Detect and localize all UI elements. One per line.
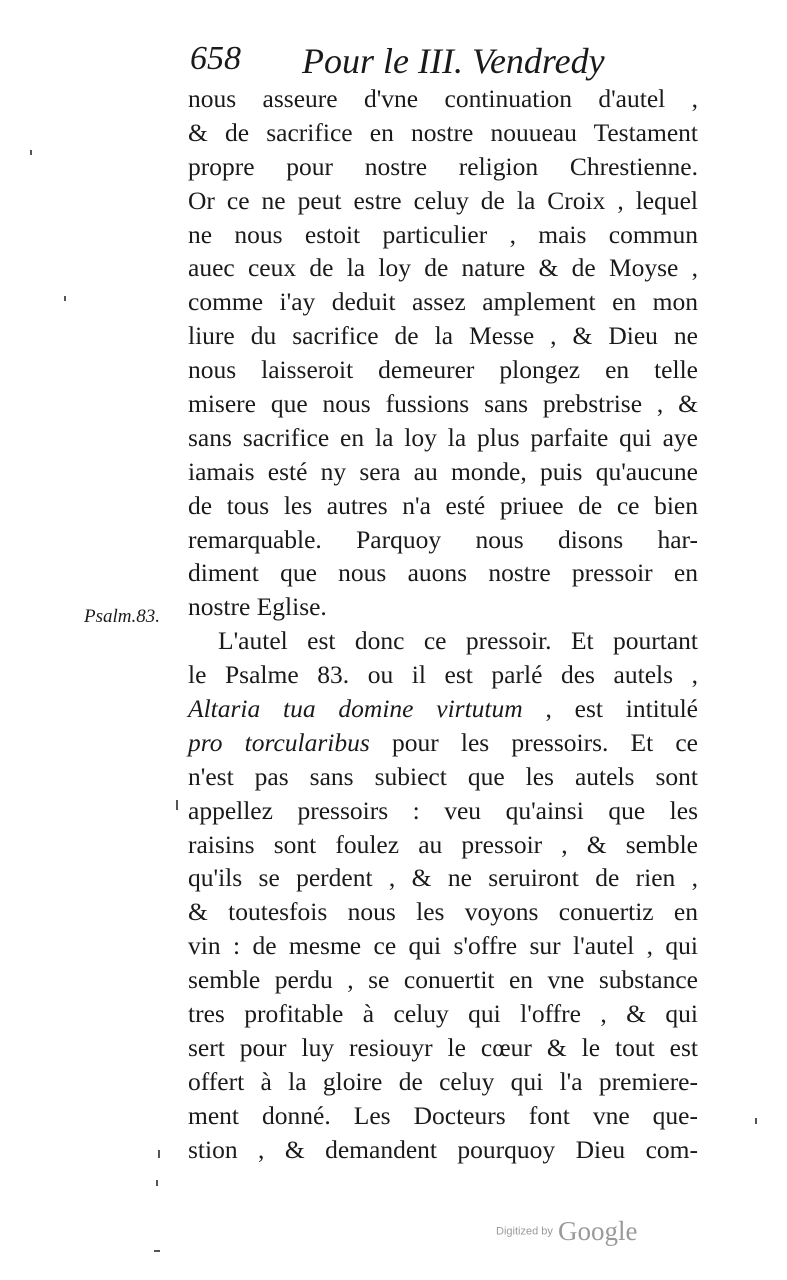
- text-line-latin: [188, 726, 698, 760]
- text-span: pour les pressoirs. Et ce: [369, 727, 699, 757]
- text-line: tres profitable à celuy qui l'offre , & qui: [188, 999, 698, 1029]
- ink-speck: [156, 1180, 158, 1186]
- text-line: comme i'ay deduit assez amplement en mon: [188, 287, 698, 317]
- ink-speck: [30, 150, 32, 155]
- text-line: diment que nous auons nostre pressoir en: [188, 558, 698, 588]
- text-line: appellez pressoirs : veu qu'ainsi que les: [188, 795, 698, 825]
- text-line: semble perdu , se conuertit en vne substance: [188, 965, 698, 995]
- text-line: ne nous estoit particulier , mais commun: [188, 219, 698, 249]
- text-line: remarquable. Parquoy nous disons har-: [188, 524, 698, 554]
- text-line: iamais esté ny sera au monde, puis qu'aucune: [188, 456, 698, 486]
- page-number: 658: [190, 40, 241, 77]
- latin-quote: Altaria tua domine virtutum: [188, 694, 523, 724]
- latin-title: pro torcularibus: [188, 727, 370, 757]
- text-line: offert à la gloire de celuy qui l'a premiere-: [188, 1066, 698, 1096]
- text-line-latin: [188, 692, 698, 726]
- text-line: stion , & demandent pourquoy Dieu com-: [188, 1134, 698, 1164]
- text-line: vin : de mesme ce qui s'offre sur l'autel , qui: [188, 931, 698, 961]
- ink-speck: [755, 1118, 757, 1124]
- text-line: liure du sacrifice de la Messe , & Dieu ne: [188, 321, 698, 351]
- text-line: & toutesfois nous les voyons conuertiz en: [188, 897, 698, 927]
- marginal-note: Psalm.83.: [84, 606, 160, 627]
- text-line: nostre Eglise.: [188, 592, 327, 622]
- ink-speck: [154, 1250, 160, 1252]
- text-line: propre pour nostre religion Chrestienne.: [188, 151, 698, 181]
- ink-speck: [158, 1150, 160, 1158]
- watermark-prefix: Digitized by: [496, 1225, 553, 1238]
- running-head: Pour le III. Vendredy: [302, 41, 605, 81]
- text-line: L'autel est donc ce pressoir. Et pourtant: [218, 626, 698, 656]
- digitized-watermark: [496, 1216, 637, 1247]
- text-line: nous laisseroit demeurer plongez en telle: [188, 355, 698, 385]
- page-header: [190, 38, 690, 88]
- text-line: Or ce ne peut estre celuy de la Croix , lequel: [188, 185, 698, 215]
- text-span: , est intitulé: [522, 694, 698, 724]
- text-line: qu'ils se perdent , & ne seruiront de rien ,: [188, 863, 698, 893]
- text-line: & de sacrifice en nostre nouueau Testament: [188, 117, 698, 147]
- ink-speck: [176, 800, 178, 810]
- google-logo: Google: [557, 1216, 638, 1246]
- text-line: auec ceux de la loy de nature & de Moyse ,: [188, 253, 698, 283]
- text-line: misere que nous fussions sans prebstrise , &: [188, 389, 698, 419]
- body-text: [188, 82, 698, 1167]
- text-line: raisins sont foulez au pressoir , & semble: [188, 829, 698, 859]
- text-line: sans sacrifice en la loy la plus parfaite qui aye: [188, 422, 698, 452]
- ink-speck: [64, 296, 66, 301]
- text-line: nous asseure d'vne continuation d'autel ,: [188, 84, 698, 113]
- text-line: de tous les autres n'a esté priuee de ce bien: [188, 490, 698, 520]
- text-line: n'est pas sans subiect que les autels sont: [188, 761, 698, 791]
- text-line: ment donné. Les Docteurs font vne que-: [188, 1100, 698, 1130]
- text-line: sert pour luy resiouyr le cœur & le tout est: [188, 1032, 698, 1062]
- text-line: le Psalme 83. ou il est parlé des autels ,: [188, 660, 698, 690]
